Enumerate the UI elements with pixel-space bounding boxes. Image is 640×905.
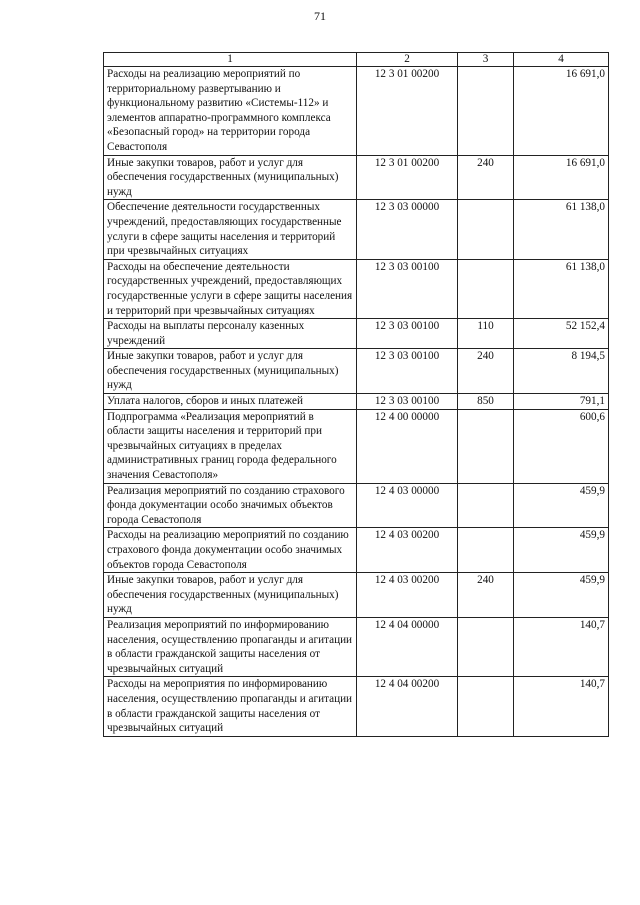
table-row (104, 200, 609, 259)
row-target-code: 12 4 03 00200 (357, 528, 458, 573)
row-amount: 140,7 (514, 677, 609, 736)
row-amount: 459,9 (514, 573, 609, 618)
row-expense-type (458, 617, 514, 676)
row-amount: 52 152,4 (514, 319, 609, 349)
row-name: Расходы на реализацию мероприятий по созданию страхового фонда документации особо значимых объектов города Севастополя (104, 528, 357, 573)
row-target-code: 12 4 04 00000 (357, 617, 458, 676)
header-col-sum: 4 (514, 53, 609, 67)
table-body (104, 67, 609, 737)
table-row (104, 155, 609, 200)
row-amount: 16 691,0 (514, 155, 609, 200)
row-target-code: 12 3 03 00100 (357, 349, 458, 394)
row-name: Расходы на мероприятия по информированию населения, осуществлению пропаганды и агитации в области гражданской защиты населения от чрезвычайных ситуаций (104, 677, 357, 736)
row-target-code: 12 4 03 00200 (357, 573, 458, 618)
row-name: Обеспечение деятельности государственных учреждений, предоставляющих государственные услуги в сфере защиты населения и территорий при чрезвычайных ситуациях (104, 200, 357, 259)
table-row (104, 349, 609, 394)
row-expense-type: 850 (458, 394, 514, 410)
table-row (104, 409, 609, 483)
row-amount: 8 194,5 (514, 349, 609, 394)
table-header (104, 53, 609, 67)
table-row (104, 528, 609, 573)
table-row (104, 67, 609, 156)
row-expense-type (458, 528, 514, 573)
row-expense-type (458, 200, 514, 259)
row-target-code: 12 3 03 00100 (357, 259, 458, 318)
row-amount: 16 691,0 (514, 67, 609, 156)
table-row (104, 319, 609, 349)
row-name: Подпрограмма «Реализация мероприятий в области защиты населения и территорий при чрезвычайных ситуациях в пределах административных границ города федерального значения Севастополя» (104, 409, 357, 483)
row-amount: 600,6 (514, 409, 609, 483)
row-expense-type (458, 259, 514, 318)
table-row (104, 617, 609, 676)
row-target-code: 12 4 03 00000 (357, 483, 458, 528)
row-target-code: 12 3 03 00000 (357, 200, 458, 259)
row-expense-type: 240 (458, 349, 514, 394)
header-col-type: 3 (458, 53, 514, 67)
row-target-code: 12 4 00 00000 (357, 409, 458, 483)
row-expense-type: 240 (458, 155, 514, 200)
row-target-code: 12 3 03 00100 (357, 319, 458, 349)
row-target-code: 12 3 01 00200 (357, 67, 458, 156)
row-name: Иные закупки товаров, работ и услуг для обеспечения государственных (муниципальных) нужд (104, 573, 357, 618)
row-expense-type (458, 677, 514, 736)
table-row (104, 483, 609, 528)
table-row (104, 394, 609, 410)
row-name: Расходы на реализацию мероприятий по территориальному развертыванию и функциональному развитию «Системы-112» и элементов аппаратно-программного комплекса «Безопасный город» на территории города Севастополя (104, 67, 357, 156)
row-name: Иные закупки товаров, работ и услуг для обеспечения государственных (муниципальных) нужд (104, 349, 357, 394)
row-name: Уплата налогов, сборов и иных платежей (104, 394, 357, 410)
row-name: Реализация мероприятий по информированию населения, осуществлению пропаганды и агитации в области гражданской защиты населения от чрезвычайных ситуаций (104, 617, 357, 676)
row-name: Расходы на выплаты персоналу казенных учреждений (104, 319, 357, 349)
row-expense-type: 110 (458, 319, 514, 349)
row-target-code: 12 3 01 00200 (357, 155, 458, 200)
header-col-code: 2 (357, 53, 458, 67)
row-target-code: 12 4 04 00200 (357, 677, 458, 736)
table-row (104, 259, 609, 318)
row-amount: 459,9 (514, 483, 609, 528)
row-amount: 61 138,0 (514, 200, 609, 259)
row-amount: 459,9 (514, 528, 609, 573)
row-expense-type (458, 409, 514, 483)
page-number: 71 (314, 9, 326, 23)
row-expense-type (458, 67, 514, 156)
row-expense-type: 240 (458, 573, 514, 618)
budget-table (103, 52, 609, 737)
row-name: Иные закупки товаров, работ и услуг для обеспечения государственных (муниципальных) нужд (104, 155, 357, 200)
row-expense-type (458, 483, 514, 528)
row-amount: 791,1 (514, 394, 609, 410)
header-col-name: 1 (104, 53, 357, 67)
row-name: Расходы на обеспечение деятельности государственных учреждений, предоставляющих государственные услуги в сфере защиты населения и территорий при чрезвычайных ситуациях (104, 259, 357, 318)
row-target-code: 12 3 03 00100 (357, 394, 458, 410)
table-row (104, 573, 609, 618)
table-row (104, 677, 609, 736)
header-row (104, 53, 609, 67)
row-amount: 140,7 (514, 617, 609, 676)
row-amount: 61 138,0 (514, 259, 609, 318)
row-name: Реализация мероприятий по созданию страхового фонда документации особо значимых объектов города Севастополя (104, 483, 357, 528)
